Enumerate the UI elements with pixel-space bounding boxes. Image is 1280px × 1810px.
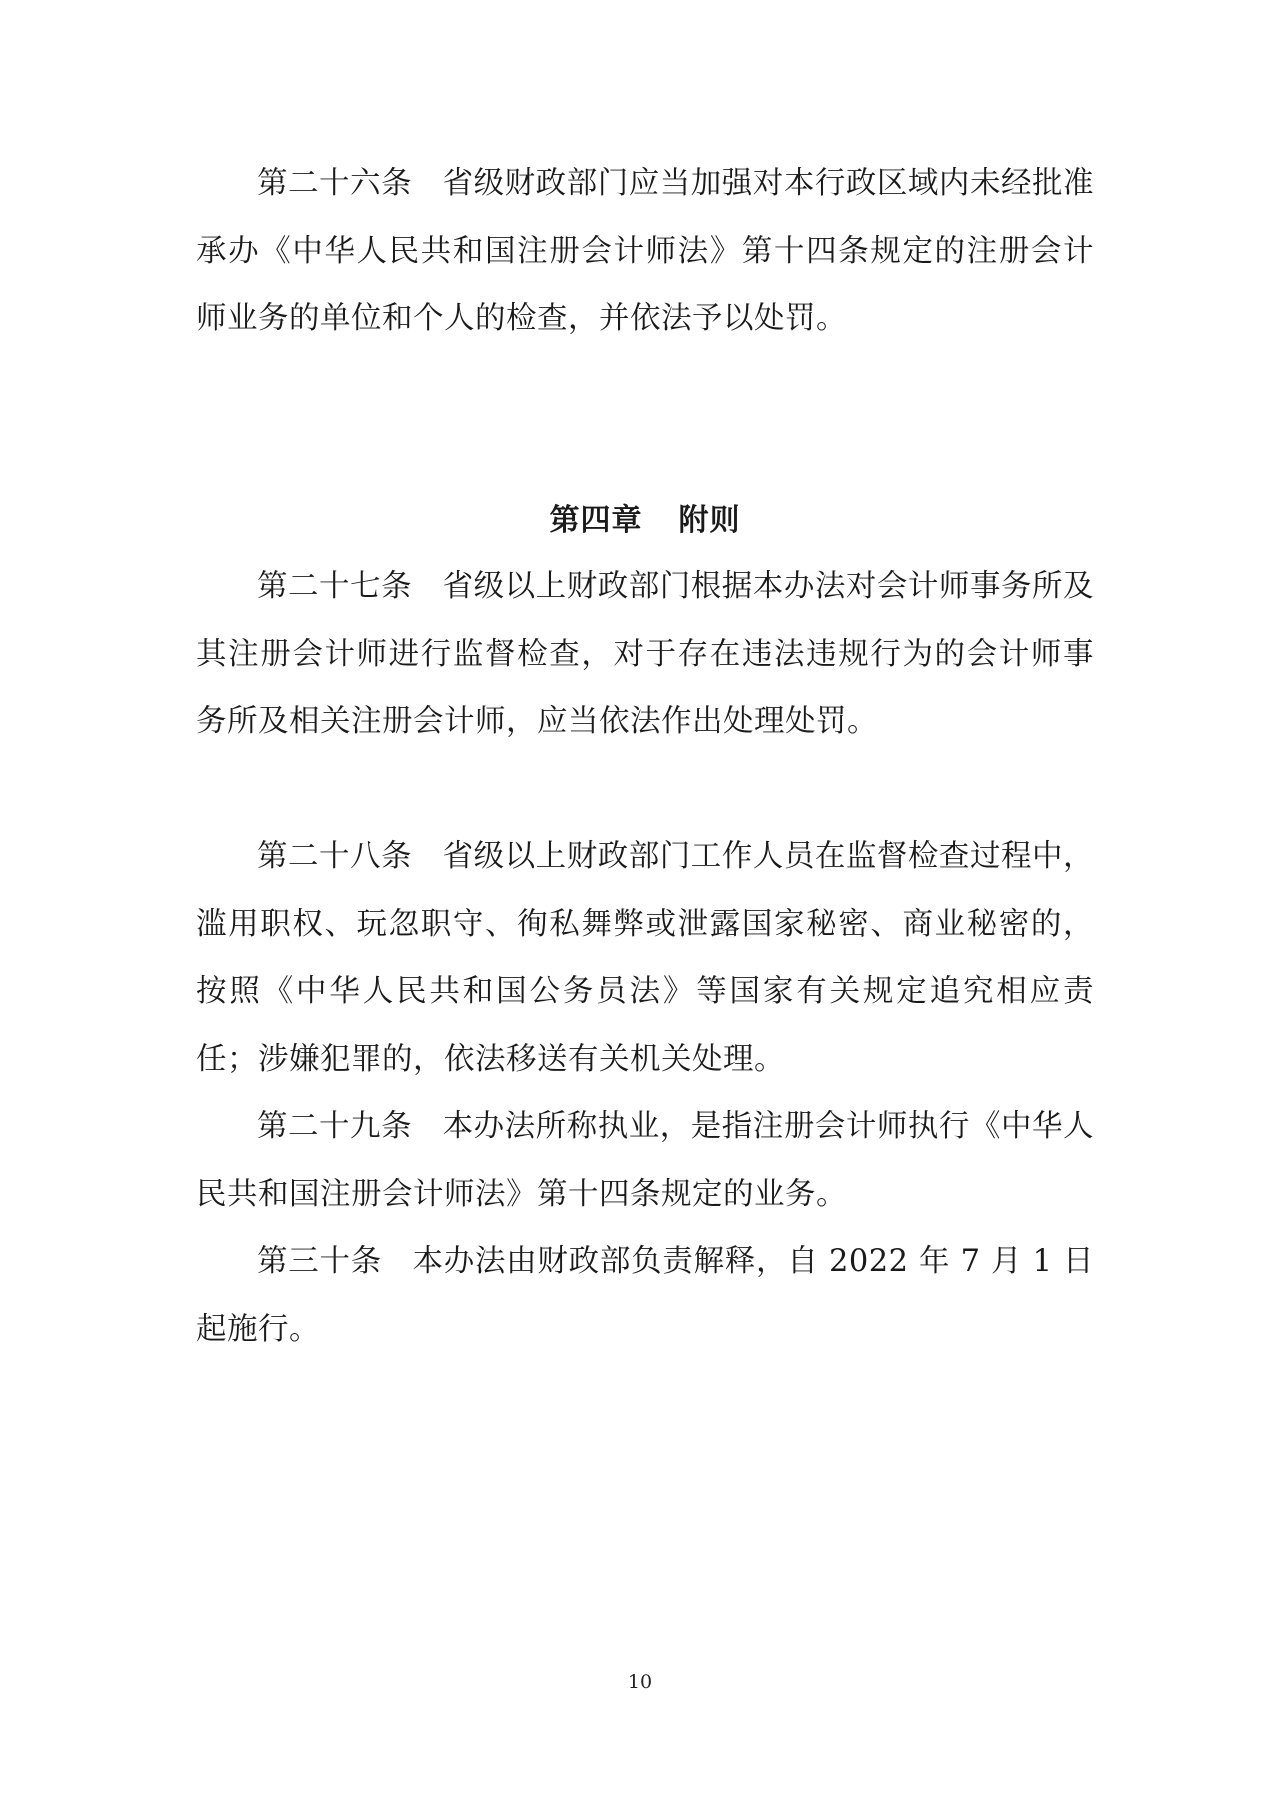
article-29-label: 第二十九条 — [257, 1109, 413, 1144]
article-30-label: 第三十条 — [257, 1244, 382, 1279]
article-28 — [196, 823, 1094, 1093]
article-28-label: 第二十八条 — [257, 839, 413, 874]
page-number: 10 — [627, 1671, 653, 1693]
chapter-title: 附则 — [678, 503, 741, 538]
article-29 — [196, 1093, 1094, 1228]
chapter-number: 第四章 — [549, 503, 643, 538]
article-28-text: 省级以上财政部门工作人员在监督检查过程中，滥用职权、玩忽职守、徇私舞弊或泄露国家秘密、商业秘密的，按照《中华人民共和国公务员法》等国家有关规定追究相应责任；涉嫌犯罪的，依法移送有关机关处理。 — [196, 839, 1095, 1077]
article-26 — [196, 150, 1094, 353]
article-29-text: 本办法所称执业，是指注册会计师执行《中华人民共和国注册会计师法》第十四条规定的业务。 — [196, 1109, 1095, 1212]
article-27-label: 第二十七条 — [257, 569, 413, 604]
article-30-text: 本办法由财政部负责解释，自 2022 年 7 月 1 日起施行。 — [196, 1244, 1095, 1347]
article-27-text: 省级以上财政部门根据本办法对会计师事务所及其注册会计师进行监督检查，对于存在违法违规行为的会计师事务所及相关注册会计师，应当依法作出处理处罚。 — [196, 569, 1095, 739]
article-30 — [196, 1228, 1094, 1363]
chapter-heading — [196, 496, 1094, 546]
article-26-text: 省级财政部门应当加强对本行政区域内未经批准承办《中华人民共和国注册会计师法》第十四条规定的注册会计师业务的单位和个人的检查，并依法予以处罚。 — [196, 166, 1095, 336]
article-26-label: 第二十六条 — [257, 166, 413, 201]
article-27 — [196, 553, 1094, 756]
